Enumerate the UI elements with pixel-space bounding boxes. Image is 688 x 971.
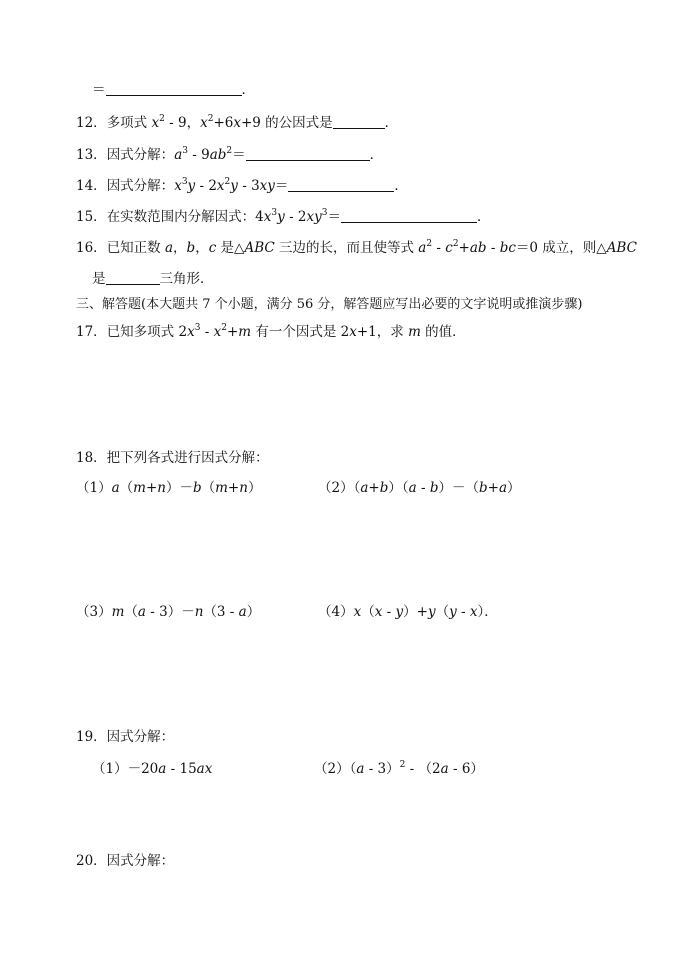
question-18-title: 18．把下列各式进行因式分解： xyxy=(76,450,269,466)
question-18-part-1: （1）a（m+n）－b（m+n） xyxy=(76,480,262,496)
answer-blank[interactable] xyxy=(341,208,477,223)
question-17: 17．已知多项式 $2x^3 - x^2+m$ 有一个因式是 2x+1，求 m 的值． xyxy=(76,323,466,340)
question-20-title: 20．因式分解： xyxy=(76,853,175,869)
answer-blank[interactable] xyxy=(106,270,160,285)
question-18-part-3: （3）m（a - 3）－n（3 - a） xyxy=(76,604,261,620)
question-16: 16．已知正数 a，b，c 是△ABC 三边的长，而且使等式 $a^2 - c^2+ab - bc=0$ 成立，则△ABC xyxy=(76,239,637,256)
answer-blank[interactable] xyxy=(246,146,370,161)
question-19-part-2: （2）（a - 3）$^2$ - （2a - 6） xyxy=(314,760,484,777)
question-14: 14．因式分解：$x^3y - 2x^2y - 3xy=$ ． xyxy=(76,177,408,194)
question-19-part-1: （1）－20a - 15ax xyxy=(92,761,213,777)
answer-blank[interactable] xyxy=(333,114,385,129)
answer-blank[interactable] xyxy=(106,81,242,96)
q11-tail: ＝ ． xyxy=(92,82,255,98)
section-heading: 三、解答题(本大题共 7 个小题，满分 56 分，解答题应写出必要的文字说明或推演步骤) xyxy=(76,297,583,312)
question-15: 15．在实数范围内分解因式：$4x^3y - 2xy^3=$ ． xyxy=(76,208,491,225)
question-19-title: 19．因式分解： xyxy=(76,729,175,745)
question-12: 12．多项式 $x^2 - 9$，$x^2+6x+9$ 的公因式是 ． xyxy=(76,114,399,131)
question-18-part-2: （2）（a+b）（a - b）－（b+a） xyxy=(318,480,521,496)
question-13: 13．因式分解：$a^3 - 9ab^2=$ ． xyxy=(76,146,384,163)
question-18-part-4: （4）x（x - y）+y（y - x）． xyxy=(318,604,498,620)
answer-blank[interactable] xyxy=(288,177,394,192)
question-16-cont: 是 三角形． xyxy=(92,271,214,287)
